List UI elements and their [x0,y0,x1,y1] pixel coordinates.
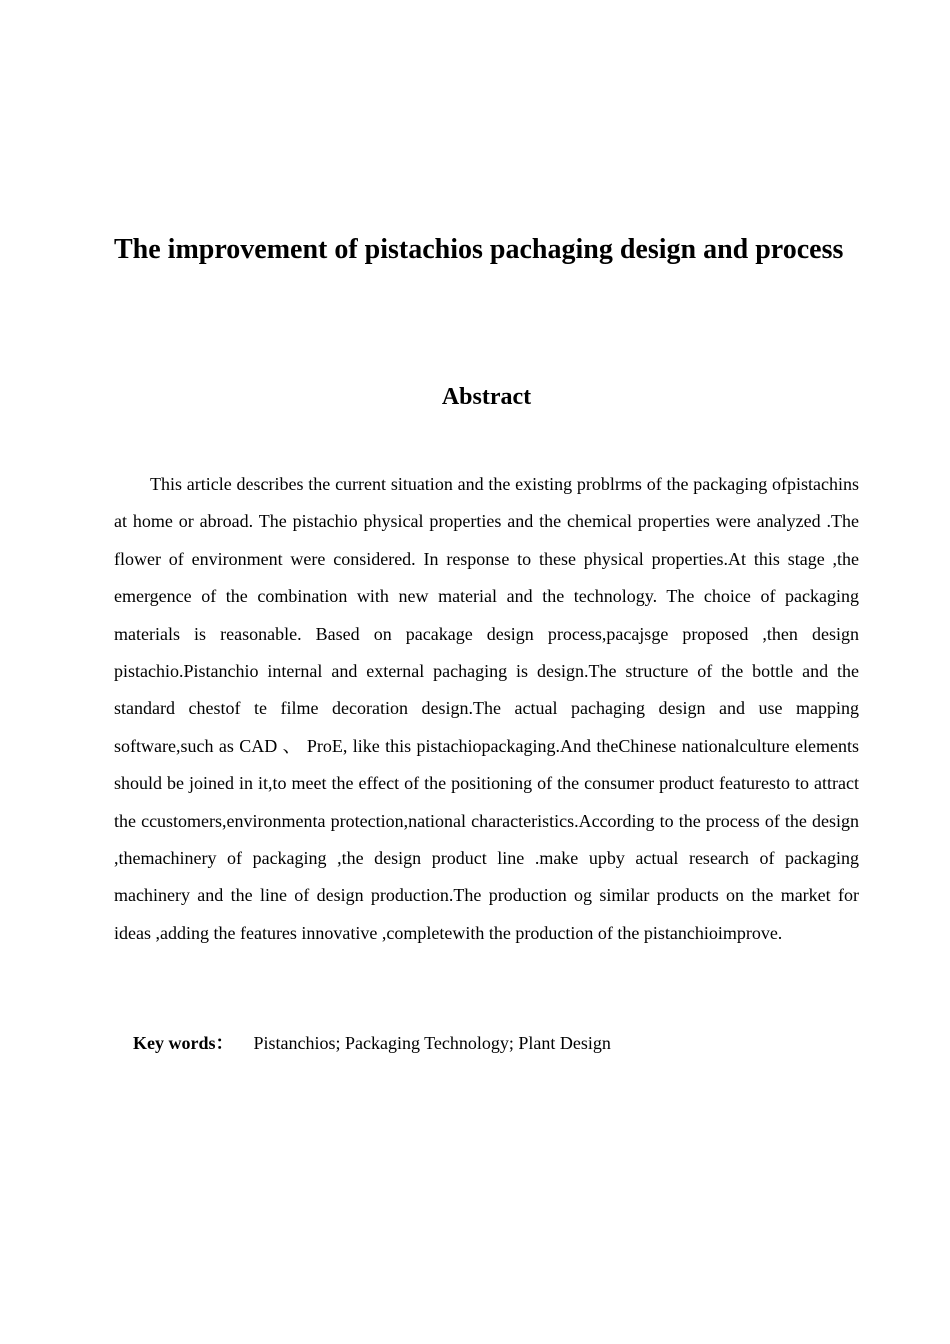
keywords-value: Pistanchios; Packaging Technology; Plant Design [253,1033,611,1053]
abstract-body: This article describes the current situation and the existing problrms of the packaging ofpistachins at home or abroad. The pistachio physical properties and the chemical properties were analyzed .The flower of environment were considered. In response to these physical properties.At this stage ,the emergence of the combination with new material and the technology. The choice of packaging materials is reasonable. Based on pacakage design process,pacajsge proposed ,then design pistachio.Pistanchio internal and external pachaging is design.The structure of the bottle and the standard chestof te filme decoration design.The actual pachaging design and use mapping software,such as CAD 、 ProE, like this pistachiopackaging.And theChinese nationalculture elements should be joined in it,to meet the effect of the positioning of the consumer product featuresto to attract the ccustomers,environmenta protection,national characteristics.According to the process of the design ,themachinery of packaging ,the design product line .make upby actual research of packaging machinery and the line of design production.The production og similar products on the market for ideas ,adding the features innovative ,completewith the production of the pistanchioimprove. [114,474,859,943]
abstract-heading: Abstract [441,384,532,410]
document-title: The improvement of pistachios pachaging design and process [114,234,844,265]
keywords-line [133,1026,859,1060]
keywords-label: Key words： [133,1033,234,1053]
